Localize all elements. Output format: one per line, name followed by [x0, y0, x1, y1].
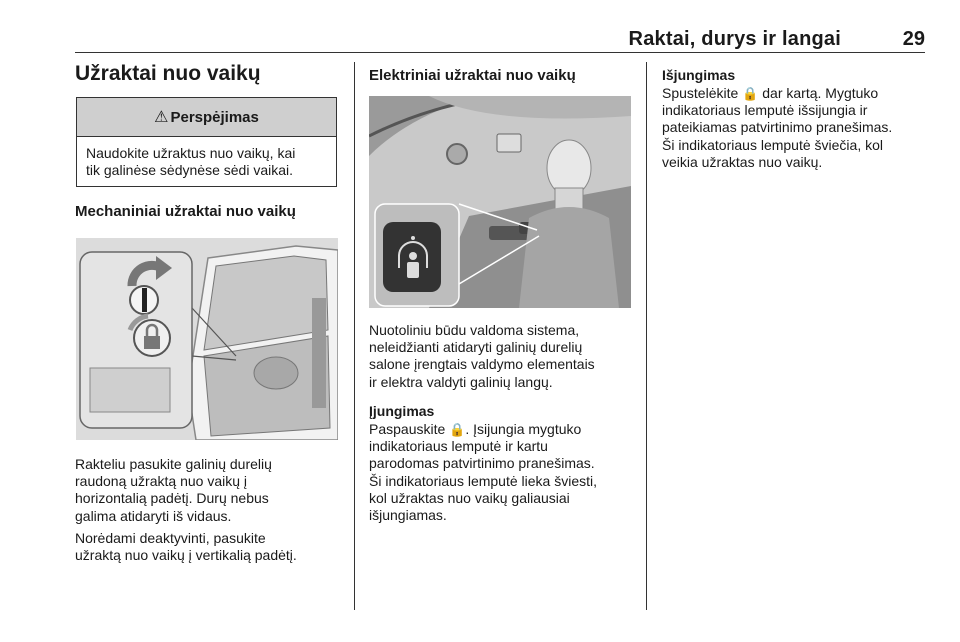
electric-intro-paragraph [369, 322, 595, 391]
deactivation-paragraph [662, 85, 892, 171]
child-lock-icon: 🔒 [742, 86, 759, 101]
text-line: užraktą nuo vaikų į vertikalią padėtį. [75, 547, 297, 564]
text-fragment: Paspauskite [369, 421, 450, 437]
door-lock-illustration [76, 238, 338, 440]
mechanical-paragraph-2 [75, 530, 297, 564]
text-line: Nuotoliniu būdu valdoma sistema, [369, 322, 580, 338]
text-line: indikatoriaus lemputė išsijungia ir [662, 102, 868, 119]
warning-title: Perspėjimas [170, 108, 259, 126]
electric-lock-button-illustration [369, 96, 631, 308]
text-line: pateikiamas patvirtinimo pranešimas. [662, 119, 893, 136]
text-line: Rakteliu pasukite galinių durelių [75, 456, 272, 472]
text-line: galima atidaryti iš vidaus. [75, 507, 232, 524]
text-line: kol užraktas nuo vaikų galiausiai [369, 489, 570, 506]
text-line: Ši indikatoriaus lemputė šviečia, kol [662, 136, 883, 153]
text-line: ir elektra valdyti galinių langų. [369, 373, 553, 390]
text-line: Ši indikatoriaus lemputė lieka šviesti, [369, 472, 597, 489]
warning-triangle-icon: ⚠ [154, 109, 169, 126]
text-line: parodomas patvirtinimo pranešimas. [369, 455, 595, 472]
column-divider-1 [354, 62, 355, 610]
mechanical-locks-title: Mechaniniai užraktai nuo vaikų [75, 203, 296, 220]
text-line: horizontalią padėtį. Durų nebus [75, 490, 269, 507]
warning-line: Naudokite užraktus nuo vaikų, kai [86, 145, 296, 161]
text-fragment: Spustelėkite [662, 85, 743, 101]
column-divider-2 [646, 62, 647, 610]
text-line: veikia užraktas nuo vaikų. [662, 153, 823, 170]
page-number: 29 [902, 28, 925, 50]
deactivation-title: Išjungimas [662, 67, 736, 83]
warning-text [77, 137, 336, 179]
text-line: raudoną užraktą nuo vaikų į [75, 473, 247, 490]
activation-title: Įjungimas [369, 403, 435, 419]
header-title: Raktai, durys ir langai [628, 28, 841, 50]
activation-paragraph [369, 421, 597, 524]
warning-header [77, 98, 336, 137]
text-line: salone įrengtais valdymo elementais [369, 356, 595, 373]
section-title-child-locks: Užraktai nuo vaikų [75, 62, 261, 85]
text-fragment: . Įsijungia mygtuko [465, 421, 582, 437]
electric-locks-title: Elektriniai užraktai nuo vaikų [369, 67, 576, 84]
page-header [75, 28, 925, 53]
mechanical-paragraph-1 [75, 456, 272, 525]
warning-line: tik galinėse sėdynėse sėdi vaikai. [86, 162, 294, 178]
text-line: Norėdami deaktyvinti, pasukite [75, 530, 266, 546]
text-line: neleidžianti atidaryti galinių durelių [369, 339, 583, 356]
text-line: indikatoriaus lemputė ir kartu [369, 438, 548, 455]
child-lock-icon: 🔒 [449, 422, 466, 437]
text-fragment: dar kartą. Mygtuko [758, 85, 879, 101]
text-line: išjungiamas. [369, 507, 447, 524]
warning-box [76, 97, 337, 187]
